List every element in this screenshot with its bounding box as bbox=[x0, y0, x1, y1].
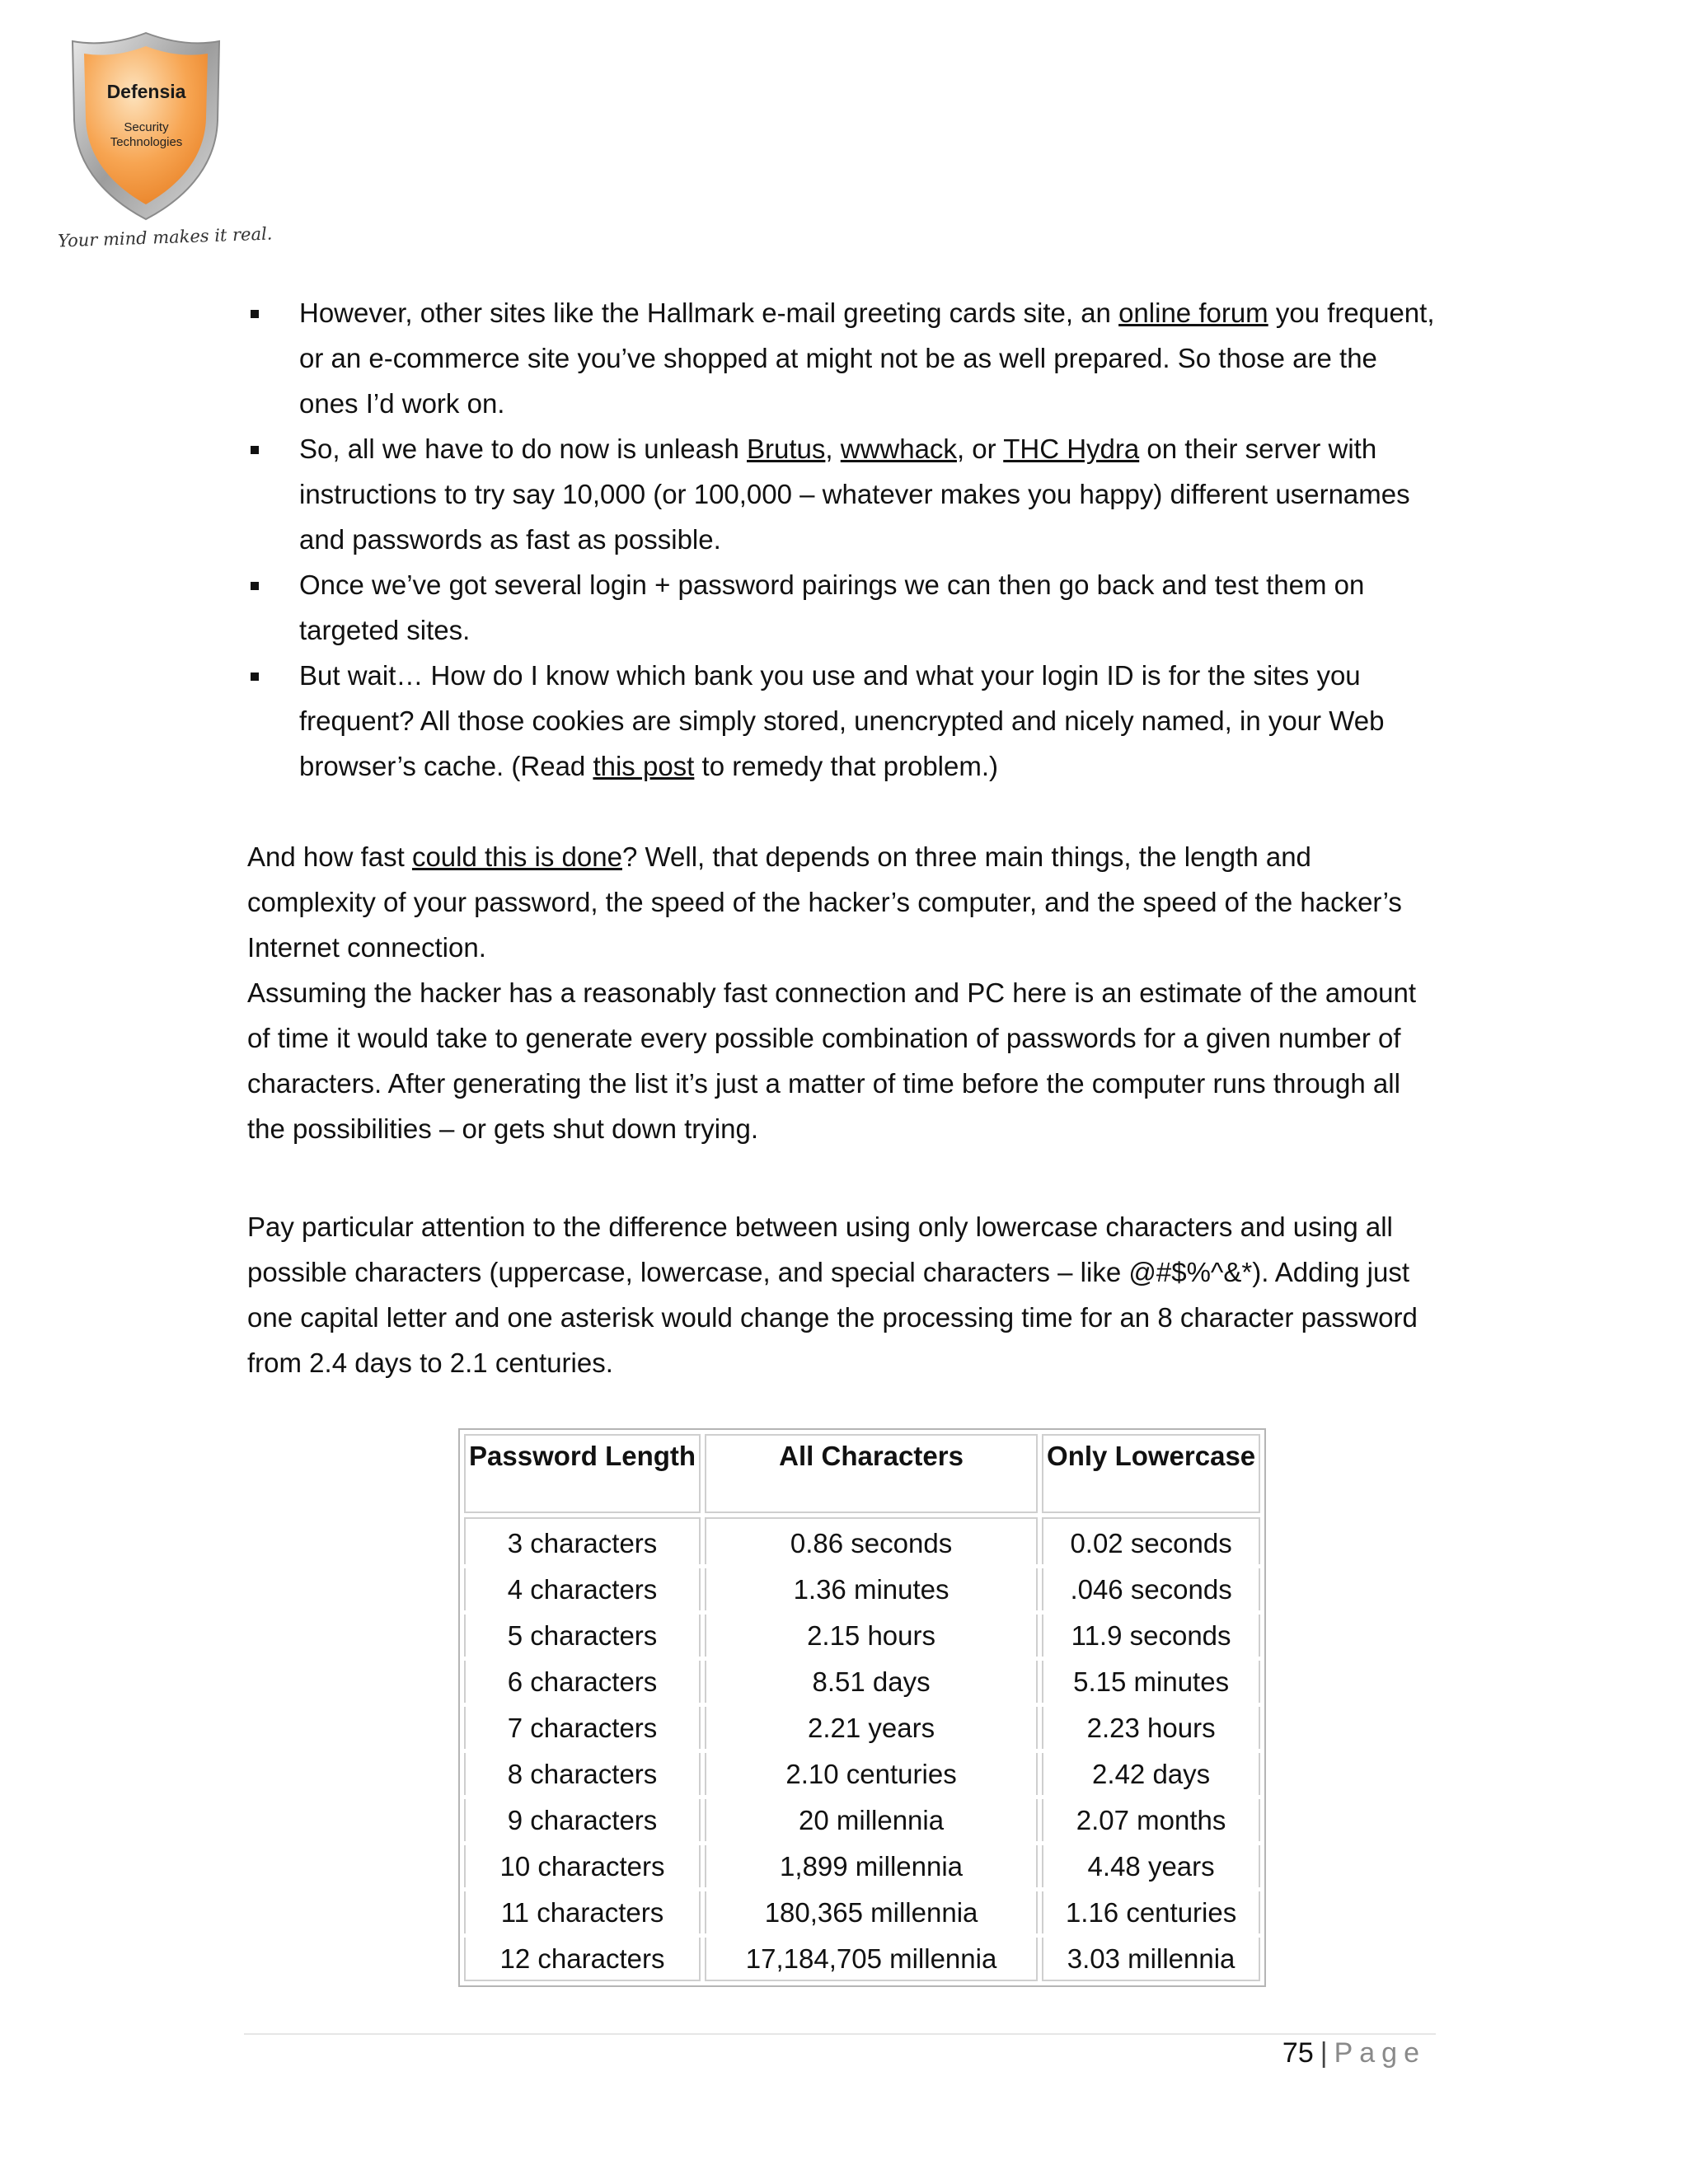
table-row bbox=[464, 1615, 1260, 1657]
table-row bbox=[464, 1661, 1260, 1703]
table-cell: 3 characters bbox=[464, 1517, 701, 1564]
table-row bbox=[464, 1517, 1260, 1564]
paragraph-how-fast: And how fast could this is done? Well, that depends on three main things, the length and complexity of your password, the speed of the hacker’s computer, and the speed of the hacker’s Internet connection. bbox=[247, 841, 1402, 963]
table-cell: 0.86 seconds bbox=[705, 1517, 1038, 1564]
link-thc-hydra[interactable]: THC Hydra bbox=[1003, 434, 1140, 464]
table-cell: 9 characters bbox=[464, 1799, 701, 1841]
table-row bbox=[464, 1938, 1260, 1981]
list-item: However, other sites like the Hallmark e-mail greeting cards site, an online forum you frequent, or an e-commerce site you’ve shopped at might not be as well prepared. So those are the ones I’d work on. bbox=[247, 290, 1442, 426]
footer-separator: | bbox=[1320, 2037, 1328, 2069]
header-password-length: Password Length bbox=[464, 1434, 701, 1513]
link-online-forum[interactable]: online forum bbox=[1118, 298, 1268, 328]
table-cell: 2.07 months bbox=[1042, 1799, 1260, 1841]
table-cell: 4 characters bbox=[464, 1568, 701, 1610]
logo-subtitle-line-1: Security bbox=[124, 120, 169, 134]
square-bullet-icon bbox=[251, 446, 259, 454]
page-label: Page bbox=[1334, 2037, 1426, 2069]
bullet-list bbox=[247, 290, 1442, 789]
table-cell: 11.9 seconds bbox=[1042, 1615, 1260, 1657]
table-cell: 2.21 years bbox=[705, 1707, 1038, 1749]
table-row bbox=[464, 1799, 1260, 1841]
table-row bbox=[464, 1845, 1260, 1887]
page-number: 75 bbox=[1282, 2037, 1314, 2069]
table-cell: 8.51 days bbox=[705, 1661, 1038, 1703]
table-cell: 1,899 millennia bbox=[705, 1845, 1038, 1887]
page-footer bbox=[1282, 2037, 1426, 2069]
table-cell: 4.48 years bbox=[1042, 1845, 1260, 1887]
table-cell: 10 characters bbox=[464, 1845, 701, 1887]
footer-divider bbox=[244, 2033, 1436, 2035]
table-cell: 180,365 millennia bbox=[705, 1891, 1038, 1933]
link-this-post[interactable]: this post bbox=[593, 751, 695, 781]
link-brutus[interactable]: Brutus bbox=[747, 434, 826, 464]
header-all-characters: All Characters bbox=[705, 1434, 1038, 1513]
paragraph-attention: Pay particular attention to the difference between using only lowercase characters and using all possible characters (uppercase, lowercase, and special characters – like @#$%^&*). Adding just one capital letter and one asterisk would change the processing time for an 8 character password from 2.4 days to 2.1 centuries. bbox=[247, 1212, 1418, 1378]
logo-subtitle bbox=[66, 120, 227, 150]
table-cell: 8 characters bbox=[464, 1753, 701, 1795]
list-item: Once we’ve got several login + password pairings we can then go back and test them on targeted sites. bbox=[247, 562, 1442, 653]
table-header-row bbox=[464, 1434, 1260, 1513]
table-row bbox=[464, 1568, 1260, 1610]
table-cell: 2.15 hours bbox=[705, 1615, 1038, 1657]
table-cell: 17,184,705 millennia bbox=[705, 1938, 1038, 1981]
paragraph-assumption: Assuming the hacker has a reasonably fast connection and PC here is an estimate of the amount of time it would take to generate every possible combination of passwords for a given number of characters. After generating the list it’s just a matter of time before the computer runs through all the possibilities – or gets shut down trying. bbox=[247, 977, 1416, 1144]
password-time-table bbox=[458, 1428, 1266, 1987]
table-row bbox=[464, 1891, 1260, 1933]
table-cell: 3.03 millennia bbox=[1042, 1938, 1260, 1981]
table-cell: 20 millennia bbox=[705, 1799, 1038, 1841]
logo-tagline: Your mind makes it real. bbox=[57, 223, 273, 251]
table-cell: .046 seconds bbox=[1042, 1568, 1260, 1610]
table-cell: 5.15 minutes bbox=[1042, 1661, 1260, 1703]
list-item: But wait… How do I know which bank you use and what your login ID is for the sites you frequent? All those cookies are simply stored, unencrypted and nicely named, in your Web browser’s cache. (Read this post to remedy that problem.) bbox=[247, 653, 1442, 789]
table-cell: 1.36 minutes bbox=[705, 1568, 1038, 1610]
table-row bbox=[464, 1753, 1260, 1795]
table-cell: 5 characters bbox=[464, 1615, 701, 1657]
header-only-lowercase: Only Lowercase bbox=[1042, 1434, 1260, 1513]
square-bullet-icon bbox=[251, 582, 259, 590]
square-bullet-icon bbox=[251, 673, 259, 681]
link-could-this-is-done[interactable]: could this is done bbox=[411, 841, 622, 872]
table-row bbox=[464, 1707, 1260, 1749]
table-cell: 11 characters bbox=[464, 1891, 701, 1933]
table-cell: 1.16 centuries bbox=[1042, 1891, 1260, 1933]
page-content bbox=[247, 290, 1442, 1385]
square-bullet-icon bbox=[251, 310, 259, 318]
table-cell: 6 characters bbox=[464, 1661, 701, 1703]
table-cell: 2.23 hours bbox=[1042, 1707, 1260, 1749]
table-cell: 0.02 seconds bbox=[1042, 1517, 1260, 1564]
logo-subtitle-line-2: Technologies bbox=[110, 135, 183, 149]
table-cell: 12 characters bbox=[464, 1938, 701, 1981]
link-wwwhack[interactable]: wwwhack bbox=[840, 434, 957, 464]
logo-name: Defensia bbox=[106, 81, 186, 102]
table-cell: 2.10 centuries bbox=[705, 1753, 1038, 1795]
table-cell: 2.42 days bbox=[1042, 1753, 1260, 1795]
list-item: So, all we have to do now is unleash Brutus, wwwhack, or THC Hydra on their server with instructions to try say 10,000 (or 100,000 – whatever makes you happy) different usernames and passwords as fast as possible. bbox=[247, 426, 1442, 562]
table-cell: 7 characters bbox=[464, 1707, 701, 1749]
